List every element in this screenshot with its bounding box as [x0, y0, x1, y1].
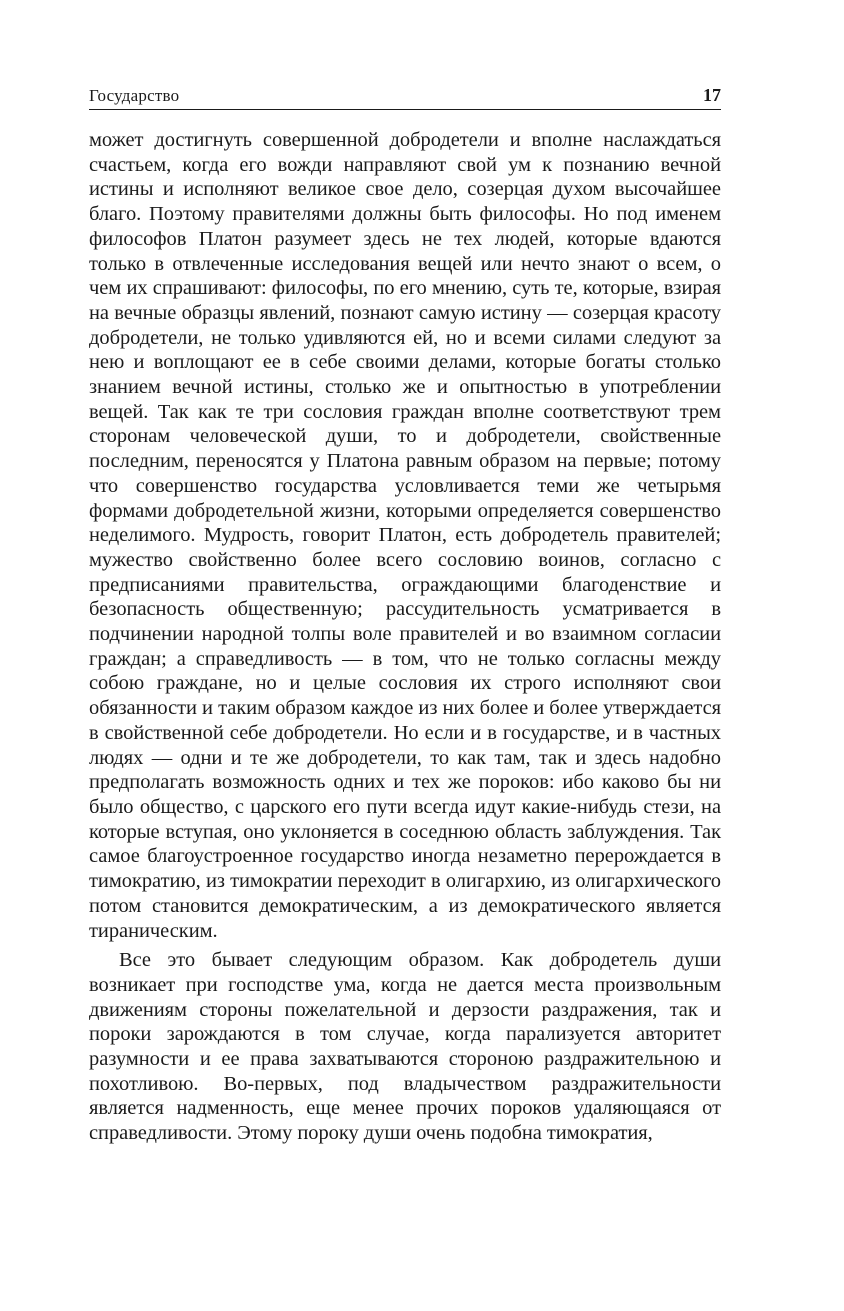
page-number: 17 [703, 85, 721, 105]
body-text [89, 128, 721, 1146]
running-header [89, 82, 721, 110]
running-title: Государство [89, 86, 180, 105]
paragraph-1: может достигнуть совершенной добродетели и вполне наслаждаться счастьем, когда его вожди направляют свой ум к познанию вечной истины и исполняют великое свое дело, созерцая духом высочайшее благо. Поэтому правителями должны быть философы. Но под именем философов Платон разумеет здесь не тех людей, которые вдаются только в отвлеченные исследования вещей или нечто знают о всем, о чем их спрашивают: философы, по его мнению, суть те, которые, взирая на вечные образцы явлений, познают самую истину — созерцая красоту добродетели, не только удивляются ей, но и всеми силами следуют за нею и воплощают ее в себе своими делами, которые богаты столько знанием вечной истины, столько же и опытностью в употреблении вещей. Так как те три сословия граждан вполне соответствуют трем сторонам человеческой души, то и добродетели, свойственные последним, переносятся у Платона равным образом на первые; потому что совершенство государства условливается теми же четырьмя формами добродетельной жизни, которыми определяется совершенство неделимого. Мудрость, говорит Платон, есть добродетель правителей; мужество свойственно более всего сословию воинов, согласно с предписаниями правительства, ограждающими благоденствие и безопасность общественную; рассудительность усматривается в подчинении народной толпы воле правителей и во взаимном согласии граждан; а справедливость — в том, что не только согласны между собою граждане, но и целые сословия их строго исполняют свои обязанности и таким образом каждое из них более и более утверждается в свойственной себе добродетели. Но если и в государстве, и в частных людях — одни и те же добродетели, то как там, так и здесь надобно предполагать возможность одних и тех же пороков: ибо каково бы ни было общество, с царского его пути всегда идут какие-нибудь стези, на которые вступая, оно уклоняется в соседнюю область заблуждения. Так самое благоустроенное государство иногда незаметно перерождается в тимократию, из тимократии переходит в олигархию, из олигархического потом становится демократическим, а из демократического является тираническим. [89, 129, 721, 942]
paragraph-2: Все это бывает следующим образом. Как добродетель души возникает при господстве ума, когда не дается места произвольным движениям стороны пожелательной и дерзости раздражения, так и пороки зарождаются в том случае, когда парализуется авторитет разумности и ее права захватываются стороною раздражительною и похотливою. Во-первых, под владычеством раздражительности является надменность, еще менее прочих пороков удаляющаяся от справедливости. Этому пороку души очень подобна тимократия, [89, 949, 721, 1145]
